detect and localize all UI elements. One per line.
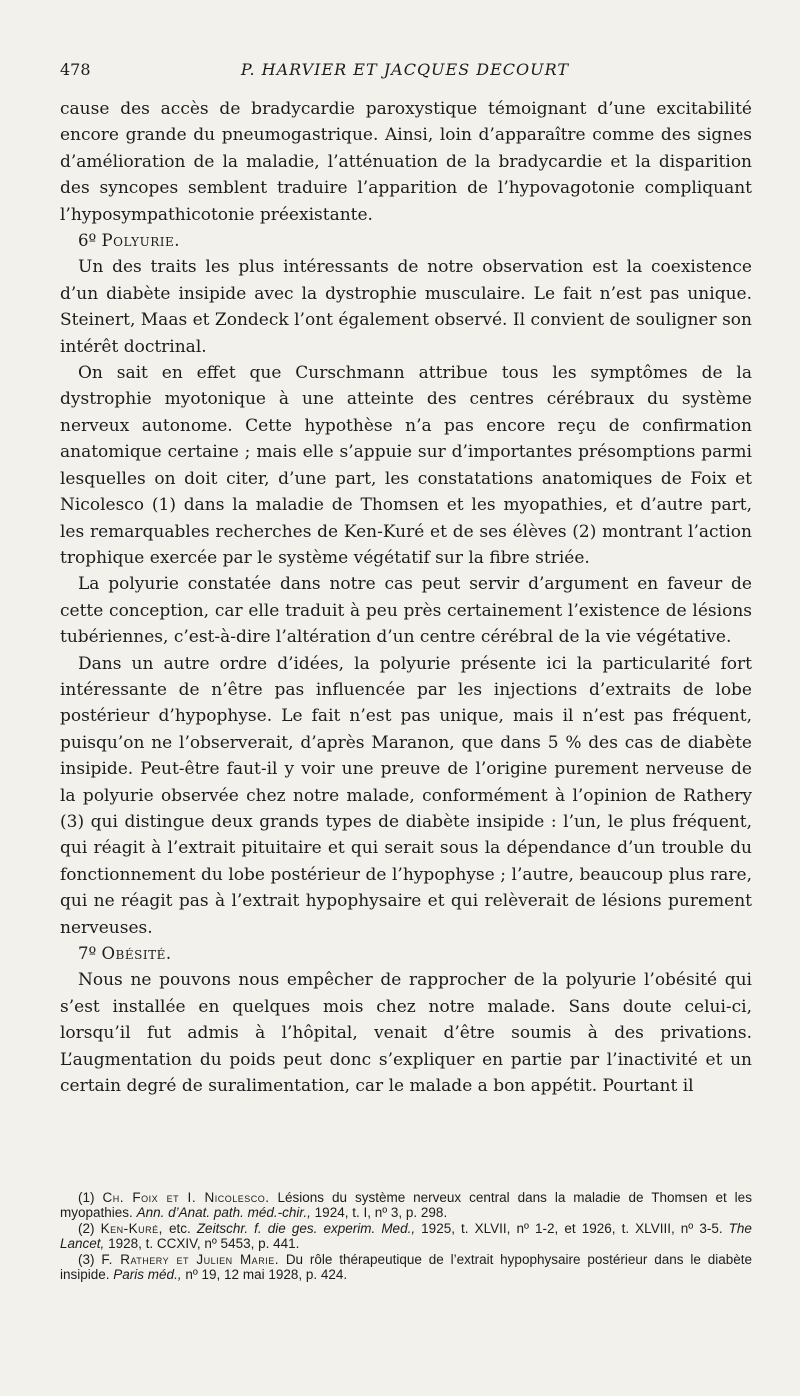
- footnote-authors: F. Rathery et Julien Marie.: [101, 1251, 279, 1267]
- paragraph: Un des traits les plus intéressants de notre observation est la coexistence d’un diabète insipide avec la dystrophie musculaire. Le fait n’est pas unique. Steinert, Maas et Zondeck l’ont également observé. Il convient de souligner son intérêt doctrinal.: [60, 257, 752, 357]
- footnotes: [60, 1190, 752, 1282]
- footnote-journal: Ann. d’Anat. path. méd.-chir.,: [136, 1205, 311, 1221]
- footnote-text: Du rôle thérapeutique de l’extrait hypophysaire postérieur dans le diabète insipide.: [60, 1251, 752, 1283]
- footnote-reference: nº 19, 12 mai 1928, p. 424.: [185, 1267, 348, 1283]
- footnote-3: [60, 1252, 752, 1283]
- footnote-authors: Ken-Kuré,: [100, 1220, 163, 1236]
- footnote-reference: 1925, t. XLVII, nº 1-2, et 1926, t. XLVIII, nº 3-5.: [421, 1220, 723, 1236]
- footnote-text: Lésions du système nerveux central dans la maladie de Thomsen et les myopathies.: [60, 1190, 752, 1221]
- section-title: Polyurie.: [101, 231, 180, 251]
- footnote-marker: (2): [78, 1220, 95, 1236]
- section-number: 7º: [78, 944, 97, 963]
- footnote-journal: Paris méd.,: [113, 1267, 182, 1283]
- page-number: 478: [60, 60, 91, 79]
- footnote-journal: The Lancet,: [60, 1220, 752, 1252]
- footnote-2: [60, 1221, 752, 1252]
- section-heading-obesite: [60, 941, 752, 967]
- footnote-reference: 1928, t. CCXIV, nº 5453, p. 441.: [108, 1236, 300, 1252]
- paragraph: Nous ne pouvons nous empêcher de rapprocher de la polyurie l’obésité qui s’est installée en quelques mois chez notre malade. Sans doute celui-ci, lorsqu’il fut admis à l’hôpital, venait d’être soumis à des privations. L’augmentation du poids peut donc s’expliquer en partie par l’inactivité et un certain degré de suralimentation, car le malade a bon appétit. Pourtant il: [60, 970, 752, 1097]
- footnote-reference: 1924, t. I, nº 3, p. 298.: [314, 1205, 448, 1221]
- body-text: [60, 96, 752, 1099]
- section-number: 6º: [78, 231, 97, 251]
- paragraph: On sait en effet que Curschmann attribue tous les symptômes de la dystrophie myotonique à une atteinte des centres cérébraux du système nerveux autonome. Cette hypothèse n’a pas encore reçu de confirmation anatomique certaine ; mais elle s’appuie sur d’importantes présomptions parmi lesquelles on doit citer, d’une part, les constatations anatomiques de Foix et Nicolesco (1) dans la maladie de Thomsen et les myopathies, et d’autre part, les remarquables recherches de Ken-Kuré et de ses élèves (2) montrant l’action trophique exercée par le système végétatif sur la fibre striée.: [60, 363, 752, 568]
- footnote-marker: (3): [78, 1251, 95, 1267]
- paragraph: La polyurie constatée dans notre cas peut servir d’argument en faveur de cette conception, car elle traduit à peu près certainement l’existence de lésions tubériennes, c’est-à-dire l’altération d’un centre cérébral de la vie végétative.: [60, 574, 752, 648]
- paragraph: cause des accès de bradycardie paroxystique témoignant d’une excitabilité encore grande du pneumogastrique. Ainsi, loin d’apparaître comme des signes d’amélioration de la maladie, l’atténuation de la bradycardie et la disparition des syncopes semblent traduire l’apparition de l’hypovagotonie compliquant l’hyposympathicotonie préexistante.: [60, 99, 752, 225]
- section-heading-polyurie: [60, 228, 752, 254]
- running-title: P. HARVIER ET JACQUES DECOURT: [240, 60, 570, 79]
- paragraph: Dans un autre ordre d’idées, la polyurie présente ici la particularité fort intéressante de n’être pas influencée par les injections d’extraits de lobe postérieur d’hypophyse. Le fait n’est pas unique, mais il n’est pas fréquent, puisqu’on ne l’observerait, d’après Maranon, que dans 5 % des cas de diabète insipide. Peut-être faut-il y voir une preuve de l’origine purement nerveuse de la polyurie observée chez notre malade, conformément à l’opinion de Rathery (3) qui distingue deux grands types de diabète insipide : l’un, le plus fréquent, qui réagit à l’extrait pituitaire et qui serait sous la dépendance d’un trouble du fonctionnement du lobe postérieur de l’hypophyse ; l’autre, beaucoup plus rare, qui ne réagit pas à l’extrait hypophysaire et qui relèverait de lésions purement nerveuses.: [60, 653, 752, 938]
- page-header: [60, 60, 750, 84]
- footnote-journal: Zeitschr. f. die ges. experim. Med.,: [196, 1220, 416, 1236]
- footnote-marker: (1): [78, 1190, 95, 1205]
- footnote-text: etc.: [168, 1220, 191, 1236]
- footnote-1: [60, 1190, 752, 1221]
- footnote-authors: Ch. Foix et I. Nicolesco.: [102, 1190, 270, 1205]
- section-title: Obésité.: [101, 944, 172, 963]
